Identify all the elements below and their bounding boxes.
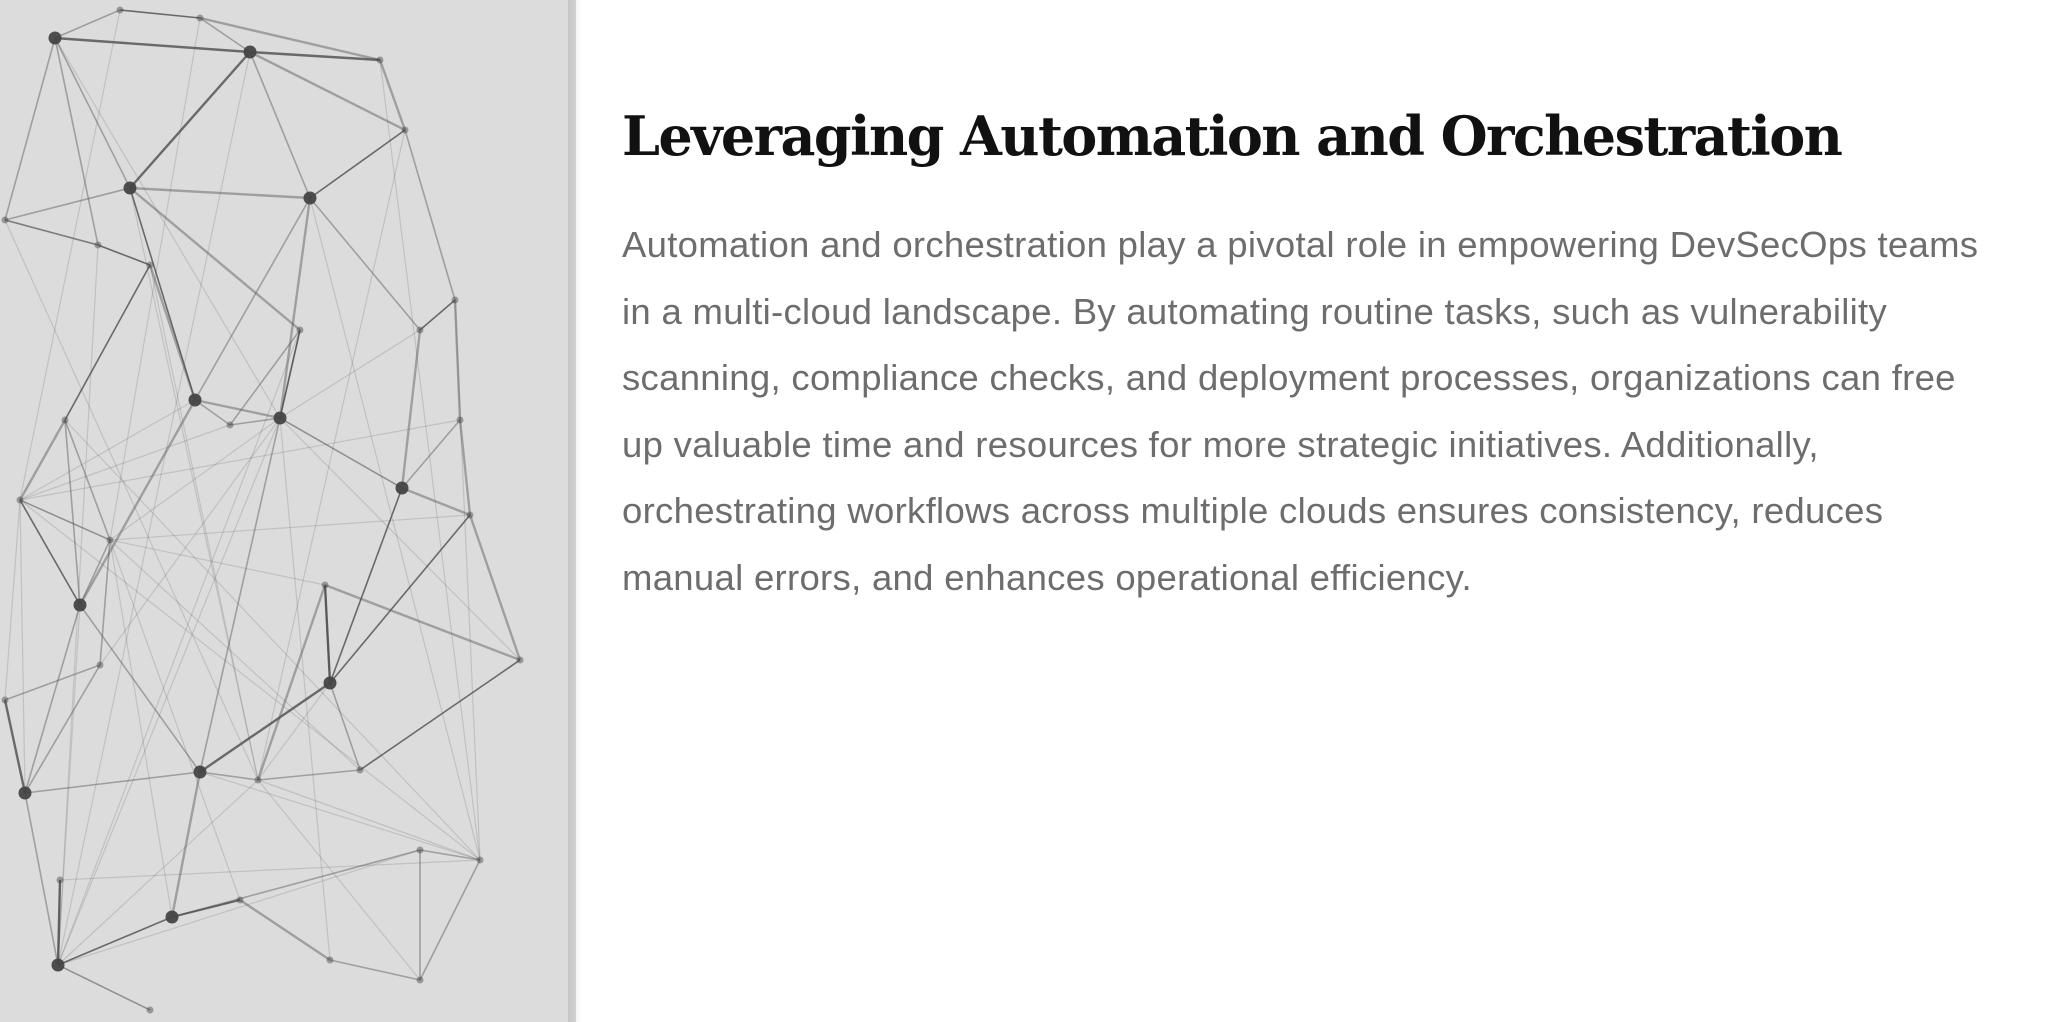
mesh-line <box>20 500 80 605</box>
content-area <box>622 100 1992 611</box>
mesh-line <box>5 700 25 793</box>
mesh-line <box>25 665 100 793</box>
mesh-line <box>405 130 455 300</box>
mesh-node <box>377 57 384 64</box>
mesh-line-faint <box>58 418 280 965</box>
mesh-node <box>124 182 137 195</box>
mesh-node <box>477 857 484 864</box>
mesh-line <box>25 793 58 965</box>
mesh-node <box>19 787 32 800</box>
mesh-line <box>25 772 200 793</box>
mesh-line-faint <box>20 10 120 500</box>
mesh-node <box>402 127 409 134</box>
mesh-line <box>200 772 258 780</box>
mesh-node <box>304 192 317 205</box>
mesh-line-faint <box>60 860 480 880</box>
mesh-node <box>517 657 524 664</box>
mesh-line <box>280 198 310 418</box>
mesh-line <box>470 515 520 660</box>
mesh-line-faint <box>280 418 520 660</box>
mesh-line-faint <box>258 780 480 860</box>
mesh-line <box>5 38 55 220</box>
mesh-line <box>20 420 65 500</box>
slide-body-text: Automation and orchestration play a pivotal role in empowering DevSecOps teams in a multi-cloud landscape. By automating routine tasks, such as vulnerability scanning, compliance checks, and deployment processes, organizations can free up valuable time and resources for more strategic initiatives. Additionally, orchestrating workflows across multiple clouds ensures consistency, reduces manual errors, and enhances operational efficiency. <box>622 224 1979 598</box>
mesh-line <box>420 860 480 980</box>
mesh-line <box>310 130 405 198</box>
mesh-line-faint <box>5 500 20 700</box>
mesh-line <box>120 10 200 18</box>
mesh-line-faint <box>258 780 420 980</box>
mesh-node <box>467 512 474 519</box>
mesh-line <box>65 265 150 420</box>
mesh-node <box>147 1007 154 1014</box>
mesh-node <box>237 897 244 904</box>
mesh-line <box>420 300 455 330</box>
mesh-line <box>5 220 98 245</box>
mesh-line <box>55 38 98 245</box>
network-sphere-image <box>0 0 576 1022</box>
mesh-line <box>195 198 310 400</box>
mesh-node <box>189 394 202 407</box>
mesh-line-faint <box>110 540 240 900</box>
mesh-line <box>325 585 520 660</box>
mesh-line <box>150 265 195 400</box>
mesh-node <box>327 957 334 964</box>
mesh-line <box>172 900 240 917</box>
mesh-node <box>17 497 24 504</box>
mesh-line <box>258 770 360 780</box>
mesh-line-faint <box>20 425 230 500</box>
mesh-node <box>62 417 69 424</box>
mesh-node <box>396 482 409 495</box>
mesh-line <box>130 52 250 188</box>
mesh-line <box>65 420 80 605</box>
mesh-line <box>360 660 520 770</box>
mesh-node <box>322 582 329 589</box>
mesh-node <box>52 959 65 972</box>
mesh-node <box>244 46 257 59</box>
mesh-line-faint <box>110 540 360 770</box>
mesh-line <box>402 420 460 488</box>
panel-divider-shadow <box>568 0 582 1022</box>
mesh-line <box>98 245 150 265</box>
slide-title: Leveraging Automation and Orchestration <box>622 104 1842 168</box>
mesh-node <box>197 15 204 22</box>
mesh-line <box>240 900 330 960</box>
mesh-node <box>457 417 464 424</box>
mesh-line <box>55 10 120 38</box>
mesh-line <box>55 38 250 52</box>
mesh-node <box>297 327 304 334</box>
mesh-line <box>330 515 470 683</box>
mesh-node <box>74 599 87 612</box>
mesh-node <box>95 242 102 249</box>
mesh-line <box>25 605 80 793</box>
mesh-line <box>55 38 130 188</box>
mesh-line <box>172 772 200 917</box>
mesh-line-faint <box>58 965 150 1010</box>
mesh-node <box>417 847 424 854</box>
mesh-node <box>274 412 287 425</box>
mesh-node <box>2 217 9 224</box>
mesh-line-faint <box>110 18 200 540</box>
network-mesh-graphic <box>0 0 576 1022</box>
mesh-line <box>80 400 195 605</box>
mesh-line <box>325 585 330 683</box>
mesh-node <box>117 7 124 14</box>
mesh-node <box>97 662 104 669</box>
mesh-line <box>250 52 310 198</box>
mesh-line-faint <box>280 330 420 418</box>
mesh-node <box>255 777 262 784</box>
mesh-node <box>194 766 207 779</box>
mesh-line <box>5 665 100 700</box>
mesh-line <box>258 585 325 780</box>
mesh-node <box>166 911 179 924</box>
mesh-node <box>452 297 459 304</box>
mesh-line-faint <box>20 500 25 793</box>
mesh-line <box>330 488 402 683</box>
mesh-node <box>357 767 364 774</box>
mesh-node <box>49 32 62 45</box>
mesh-node <box>2 697 9 704</box>
mesh-line <box>80 605 200 772</box>
mesh-line <box>5 188 130 220</box>
mesh-node <box>324 677 337 690</box>
mesh-node <box>417 327 424 334</box>
mesh-node <box>57 877 64 884</box>
mesh-line-faint <box>110 540 172 917</box>
mesh-line-faint <box>58 850 420 965</box>
mesh-node <box>417 977 424 984</box>
mesh-line <box>200 418 280 772</box>
mesh-node <box>147 262 154 269</box>
mesh-node <box>107 537 114 544</box>
mesh-node <box>227 422 234 429</box>
mesh-line-faint <box>280 418 402 488</box>
mesh-line <box>420 850 480 860</box>
mesh-line-faint <box>20 400 195 500</box>
